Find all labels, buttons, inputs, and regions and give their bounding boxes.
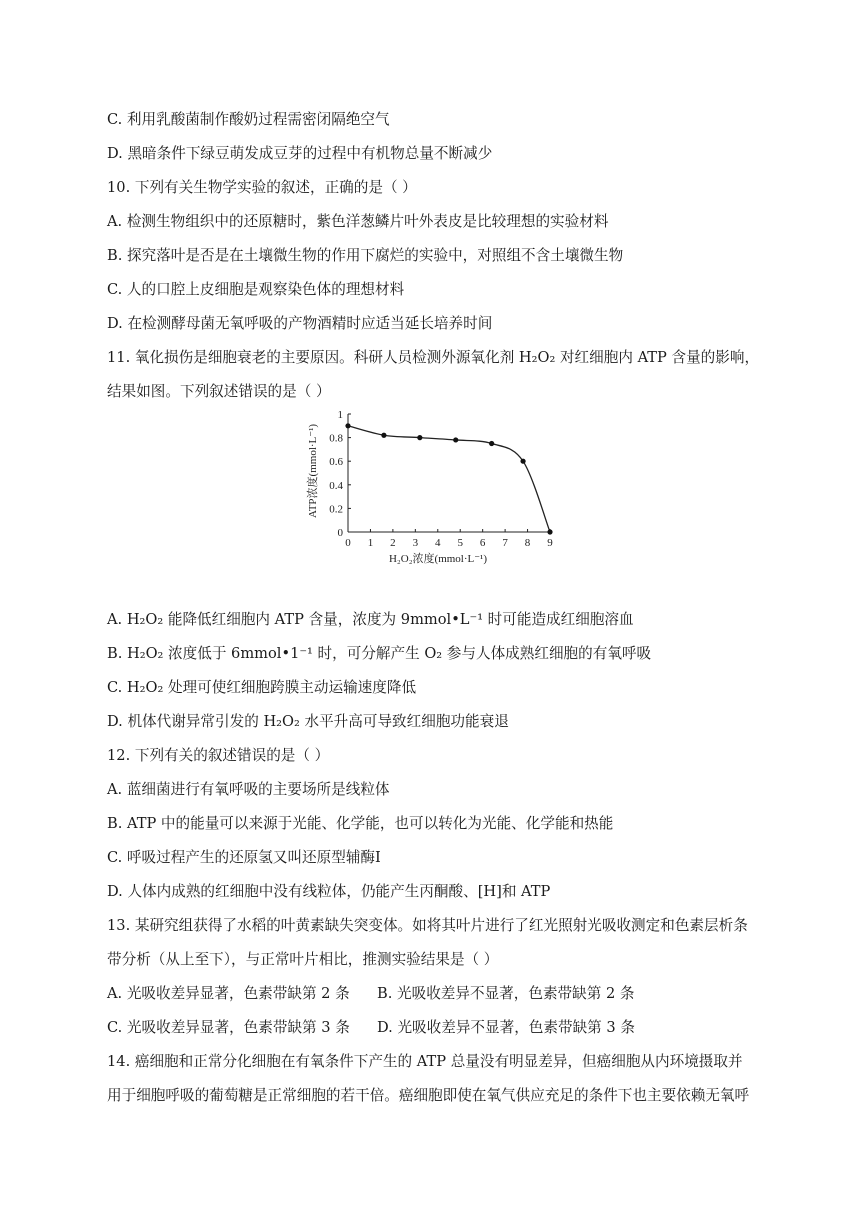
option-line: D. 黑暗条件下绿豆萌发成豆芽的过程中有机物总量不断减少 [107, 145, 493, 162]
data-point [453, 437, 458, 442]
x-tick-label: 4 [435, 537, 441, 549]
question-13-stem: 13. 某研究组获得了水稻的叶黄素缺失突变体。如将其叶片进行了红光照射光吸收测定和色素层析条 [107, 917, 748, 934]
y-tick-label: 1 [337, 409, 343, 421]
option-c: C. 光吸收差异显著，色素带缺第 3 条 [107, 1019, 350, 1036]
question-11-stem-cont: 结果如图。下列叙述错误的是（ ） [107, 383, 331, 400]
chart-axes [348, 414, 550, 532]
y-tick-label: 0.6 [329, 456, 343, 469]
option-line: B. ATP 中的能量可以来源于光能、化学能，也可以转化为光能、化学能和热能 [107, 815, 614, 832]
y-tick-label: 0.2 [329, 503, 343, 516]
option-line: B. 探究落叶是否是在土壤微生物的作用下腐烂的实验中，对照组不含土壤微生物 [107, 247, 624, 264]
question-13-stem-cont: 带分析（从上至下），与正常叶片相比，推测实验结果是（ ） [107, 951, 499, 968]
option-row [107, 1018, 635, 1038]
x-tick-label: 0 [345, 537, 351, 549]
option-line: A. 检测生物组织中的还原糖时，紫色洋葱鳞片叶外表皮是比较理想的实验材料 [107, 213, 609, 230]
question-14-stem-cont: 用于细胞呼吸的葡萄糖是正常细胞的若干倍。癌细胞即使在氧气供应充足的条件下也主要依赖无氧呼 [107, 1087, 750, 1104]
question-10-stem: 10. 下列有关生物学实验的叙述，正确的是（ ） [107, 179, 417, 196]
data-point [520, 459, 525, 464]
y-tick-label: 0.4 [329, 479, 343, 492]
option-row [107, 984, 634, 1004]
atp-curve [348, 426, 550, 532]
option-line: A. H₂O₂ 能降低红细胞内 ATP 含量，浓度为 9mmol•L⁻¹ 时可能造成红细胞溶血 [107, 611, 634, 628]
option-line: C. H₂O₂ 处理可使红细胞跨膜主动运输速度降低 [107, 679, 417, 696]
option-line: B. H₂O₂ 浓度低于 6mmol•1⁻¹ 时，可分解产生 O₂ 参与人体成熟红细胞的有氧呼吸 [107, 645, 652, 662]
option-b: B. 光吸收差异不显著，色素带缺第 2 条 [377, 985, 635, 1002]
question-12-stem: 12. 下列有关的叙述错误的是（ ） [107, 747, 330, 764]
x-tick-label: 3 [412, 537, 419, 549]
data-point [489, 441, 494, 446]
x-tick-label: 8 [524, 537, 531, 549]
x-tick-label: 9 [547, 537, 553, 549]
data-point [417, 435, 422, 440]
x-tick-label: 7 [502, 537, 508, 549]
option-line: D. 人体内成熟的红细胞中没有线粒体，仍能产生丙酮酸、[H]和 ATP [107, 883, 551, 900]
option-line: C. 呼吸过程产生的还原氢又叫还原型辅酶I [107, 849, 381, 866]
option-line: D. 在检测酵母菌无氧呼吸的产物酒精时应适当延长培养时间 [107, 315, 493, 332]
data-point [547, 529, 552, 534]
question-11-stem: 11. 氧化损伤是细胞衰老的主要原因。科研人员检测外源氧化剂 H₂O₂ 对红细胞内 ATP 含量的影响， [107, 349, 760, 366]
data-point [345, 423, 350, 428]
x-tick-label: 2 [390, 537, 396, 549]
y-tick-label: 0.8 [329, 432, 343, 445]
x-tick-label: 1 [367, 537, 374, 549]
x-tick-label: 6 [479, 537, 486, 549]
question-14-stem: 14. 癌细胞和正常分化细胞在有氧条件下产生的 ATP 总量没有明显差异，但癌细胞从内环境摄取并 [107, 1053, 743, 1070]
option-a: A. 光吸收差异显著，色素带缺第 2 条 [107, 985, 350, 1002]
option-d: D. 光吸收差异不显著，色素带缺第 3 条 [377, 1019, 635, 1036]
y-axis-label: ATP浓度(mmol·L⁻¹) [307, 423, 319, 519]
data-point [381, 433, 386, 438]
option-line: C. 人的口腔上皮细胞是观察染色体的理想材料 [107, 281, 405, 298]
atp-chart [300, 402, 570, 574]
option-line: C. 利用乳酸菌制作酸奶过程需密闭隔绝空气 [107, 111, 390, 128]
option-line: D. 机体代谢异常引发的 H₂O₂ 水平升高可导致红细胞功能衰退 [107, 713, 509, 730]
y-tick-label: 0 [337, 527, 343, 539]
x-tick-label: 5 [457, 537, 463, 549]
x-axis-label: H₂O₂浓度(mmol·L⁻¹) [388, 553, 488, 565]
option-line: A. 蓝细菌进行有氧呼吸的主要场所是线粒体 [107, 781, 390, 798]
